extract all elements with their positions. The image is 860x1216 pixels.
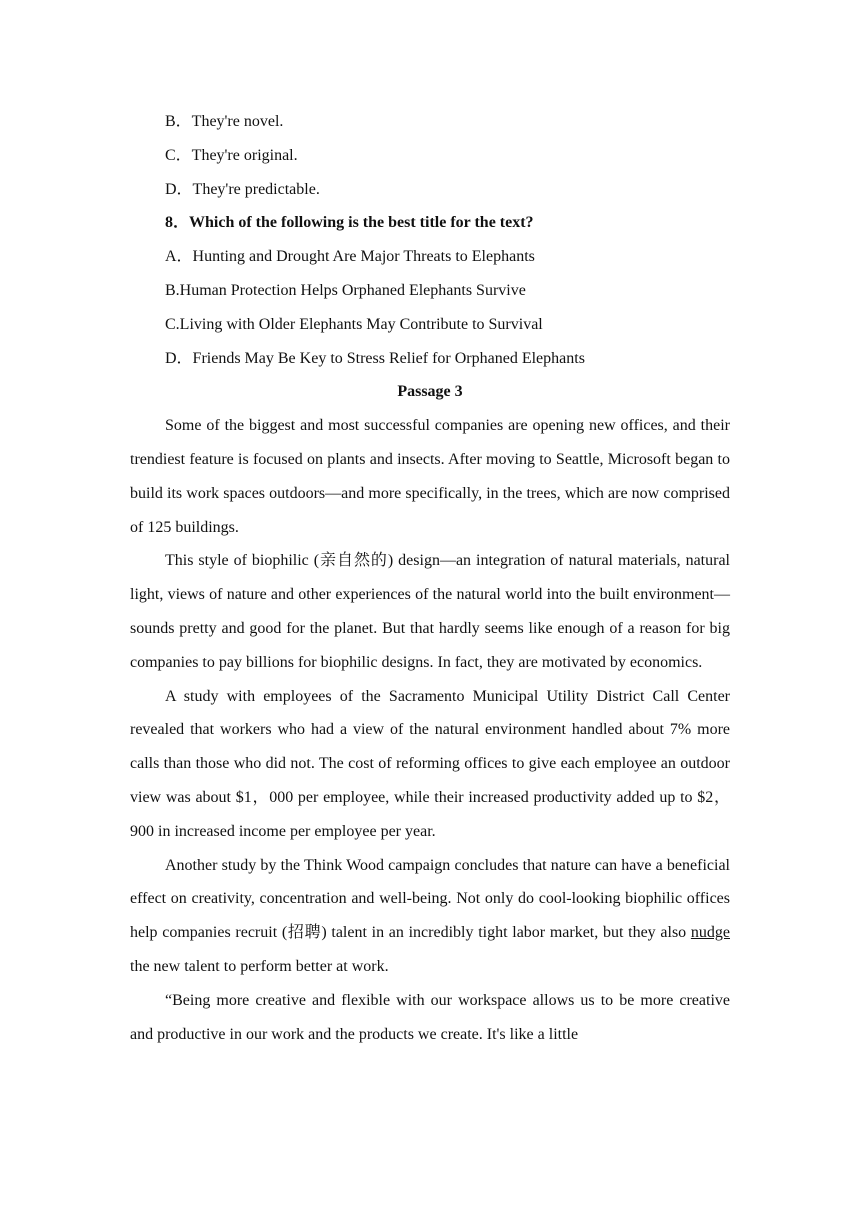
paragraph-4-text-start: Another study by the Think Wood campaign concludes that nature can have a beneficial effect on creativity, concentration and well-being. Not only do cool-looking biophilic offices help companies recruit (招聘) talent in an incredibly tight labor market, but they also: [130, 856, 730, 942]
q7-option-b: B．They're novel.: [165, 113, 284, 130]
q8-option-a: A．Hunting and Drought Are Major Threats to Elephants: [165, 248, 535, 266]
passage-paragraph-3: A study with employees of the Sacramento Municipal Utility District Call Center revealed that workers who had a view of the natural environment handled about 7% more calls than those who did not. The cost of reforming offices to give each employee an outdoor view was about $1，000 per employee, while their increased productivity added up to $2，900 in increased income per employee per year.: [130, 687, 730, 840]
q7-option-c: C．They're original.: [165, 146, 298, 164]
passage-paragraph-2: This style of biophilic (亲自然的) design—an integration of natural materials, natural light, views of nature and other experiences of the natural world into the built environment—sounds pretty and good for the planet. But that hardly seems like enough of a reason for big companies to pay billions for biophilic designs. In fact, they are motivated by economics.: [130, 552, 730, 671]
passage-paragraph-4: [130, 849, 730, 984]
q8-option-c: C.Living with Older Elephants May Contribute to Survival: [165, 315, 543, 333]
page-content: [130, 105, 730, 1051]
passage-paragraph-5: “Being more creative and flexible with our workspace allows us to be more creative and productive in our work and the products we create. It's like a little: [130, 991, 730, 1043]
paragraph-4-text-end: the new talent to perform better at work.: [130, 957, 389, 975]
passage-paragraph-1: Some of the biggest and most successful companies are opening new offices, and their trendiest feature is focused on plants and insects. After moving to Seattle, Microsoft began to build its work spaces outdoors—and more specifically, in the trees, which are now comprised of 125 buildings.: [130, 417, 730, 536]
q7-option-d: D．They're predictable.: [165, 180, 320, 198]
q8-option-d: D．Friends May Be Key to Stress Relief for Orphaned Elephants: [165, 349, 585, 367]
q8-stem: 8．Which of the following is the best title for the text?: [165, 214, 534, 232]
underlined-word-nudge: nudge: [690, 924, 730, 942]
q8-option-b: B.Human Protection Helps Orphaned Elephants Survive: [165, 281, 526, 299]
passage-title: Passage 3: [397, 383, 463, 401]
